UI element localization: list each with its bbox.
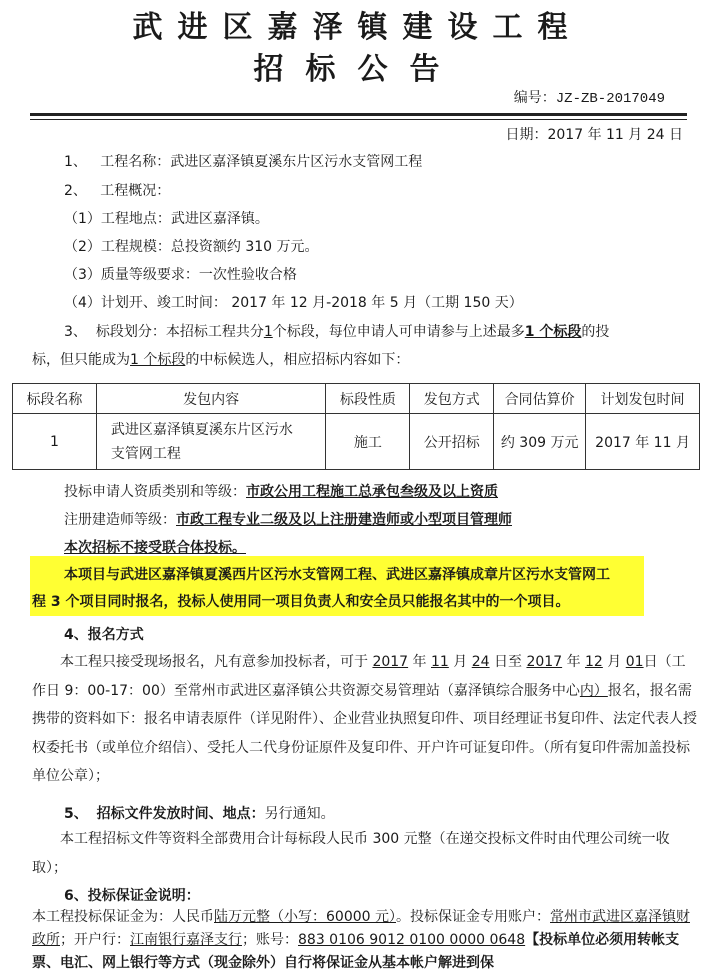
section-2-item: （2）工程规模：总投资额约 310 万元。: [64, 239, 319, 255]
notice-date: 日期：2017 年 11 月 24 日: [505, 127, 683, 143]
lot-price-cell: 约 309 万元: [494, 414, 586, 470]
section-3-text: 个标段，每位申请人可申请参与上述最多: [272, 324, 525, 340]
joint-bid-notice: 本次招标不接受联合体投标。: [64, 540, 246, 556]
section-6-text: ；账号：: [242, 932, 298, 948]
section-2-item: （3）质量等级要求：一次性验收合格: [64, 267, 297, 283]
registration-location: 内）: [579, 682, 608, 699]
deposit-account-name: 常州市武进区嘉泽镇财政所: [32, 909, 690, 948]
lot-nature-cell: 施工: [326, 414, 410, 470]
lots-count: 1: [263, 324, 273, 340]
section-3-line2: [32, 349, 715, 369]
column-header: 发包内容: [96, 384, 326, 414]
section-5-heading: [64, 803, 715, 823]
table-row: [13, 414, 700, 470]
start-day: 24: [471, 654, 490, 670]
section-4-text: 日至: [494, 654, 523, 670]
section-5-text: 本工程招标文件等资料全部费用合计每标段人民币 300 元整（在递交投标文件时由代理公司统一收取）；: [32, 831, 670, 876]
section-3-text: 标段划分：本招标工程共分: [95, 324, 264, 340]
section-4-text: 月: [453, 654, 468, 670]
section-2-item: （1）工程地点：武进区嘉泽镇。: [64, 211, 269, 227]
section-6-text: ；开户行：: [60, 932, 130, 948]
lot-content-cell: [96, 414, 326, 470]
section-5-paragraph: [32, 825, 698, 882]
table-header-row: [13, 384, 700, 414]
column-header: 标段性质: [326, 384, 410, 414]
section-5-number: 5、: [64, 806, 88, 822]
winning-lots: 1 个标段: [130, 352, 186, 368]
header-rule-thin: [30, 119, 687, 120]
deposit-amount: 陆万元整（小写：60000 元）: [214, 909, 396, 925]
notice-title-line2: 招标公告: [253, 52, 462, 87]
qualification-line: [64, 481, 715, 501]
section-3-number: 3、: [64, 324, 87, 340]
section-5-value: 另行通知。: [264, 806, 335, 822]
lot-content-line: 武进区嘉泽镇夏溪东片区污水: [110, 421, 293, 438]
constructor-level-line: [64, 509, 715, 529]
section-2-title: 工程概况：: [100, 183, 171, 199]
section-4-text: 年: [412, 654, 427, 670]
constructor-level-label: 注册建造师等级：: [64, 512, 176, 528]
highlight-line2: 程 3 个项目同时报名，投标人使用同一项目负责人和安全员只能报名其中的一个项目。: [32, 594, 570, 610]
section-4-paragraph: [32, 648, 698, 791]
section-4-title: 4、报名方式: [64, 627, 144, 643]
section-3-text: 的投: [581, 324, 610, 340]
constructor-level-value: 市政工程专业二级及以上注册建造师或小型项目管理师: [176, 512, 512, 528]
section-4-text: 月: [607, 654, 622, 670]
column-header: 合同估算价: [494, 384, 586, 414]
section-5-title: 招标文件发放时间、地点：: [96, 806, 265, 822]
lot-method-cell: 公开招标: [410, 414, 494, 470]
section-6-text: 。投标保证金专用账户：: [396, 909, 550, 925]
section-6-paragraph: [32, 906, 698, 975]
qualification-label: 投标申请人资质类别和等级：: [64, 484, 246, 500]
section-6-text: 本工程投标保证金为：人民币: [32, 909, 214, 925]
highlight-line1: 本项目与武进区嘉泽镇夏溪西片区污水支管网工程、武进区嘉泽镇成章片区污水支管网工: [64, 567, 610, 583]
max-lots: 1 个标段: [524, 324, 582, 340]
section-3-text: 的中标候选人，相应招标内容如下：: [185, 352, 410, 368]
end-month: 12: [585, 654, 603, 670]
section-4-text: 本工程只接受现场报名，凡有意参加投标者，可于: [60, 654, 368, 670]
section-2-item: （4）计划开、竣工时间： 2017 年 12 月-2018 年 5 月（工期 150 天）: [64, 295, 523, 311]
notice-title-line1: 武进区嘉泽镇建设工程: [132, 10, 583, 45]
section-4-text: 日（工作日 9：00-17：00）至常州市武进区嘉泽镇公共资源交易管理站（嘉泽镇综合服务中心: [32, 654, 686, 699]
section-6-text: 【投标单位必须用转帐支票、电汇、网上银行等方式（现金除外）自行将保证金从基本帐户解进到保: [32, 932, 680, 971]
end-year: 2017: [526, 654, 563, 670]
lots-table: [12, 383, 700, 470]
column-header: 发包方式: [410, 384, 494, 414]
lot-number-cell: 1: [13, 414, 97, 470]
section-1-text: 工程名称：武进区嘉泽镇夏溪东片区污水支管网工程: [100, 154, 423, 170]
section-3-text: 标，但只能成为: [32, 352, 130, 368]
document-number: 编号：JZ-ZB-2017049: [513, 91, 665, 107]
section-1-project-name: [64, 151, 715, 171]
section-2-heading: [64, 180, 715, 200]
lot-content-line: 支管网工程: [110, 445, 181, 462]
deposit-account-number: 883 0106 9012 0100 0000 0648: [298, 932, 526, 948]
section-1-number: 1、: [64, 154, 87, 170]
section-4-text: 报名，报名需携带的资料如下：报名申请表原件（详见附件）、企业营业执照复印件、项目经理证书复印件、法定代表人授权委托书（或单位介绍信）、受托人二代身份证原件及复印件、开户许可证复印件。（所有复印件需加盖投标单位公章）；: [32, 682, 697, 784]
deposit-bank: 江南银行嘉泽支行: [130, 932, 242, 948]
column-header: 标段名称: [13, 384, 97, 414]
end-day: 01: [625, 654, 644, 670]
qualification-value: 市政公用工程施工总承包叁级及以上资质: [246, 484, 498, 500]
section-3-line1: [64, 321, 715, 341]
column-header: 计划发包时间: [586, 384, 700, 414]
section-6-title: 6、投标保证金说明：: [64, 888, 200, 904]
lot-time-cell: 2017 年 11 月: [586, 414, 700, 470]
section-2-number: 2、: [64, 183, 87, 199]
start-month: 11: [431, 654, 449, 670]
section-4-text: 年: [566, 654, 581, 670]
header-rule-thick: [30, 113, 687, 116]
start-year: 2017: [372, 654, 409, 670]
